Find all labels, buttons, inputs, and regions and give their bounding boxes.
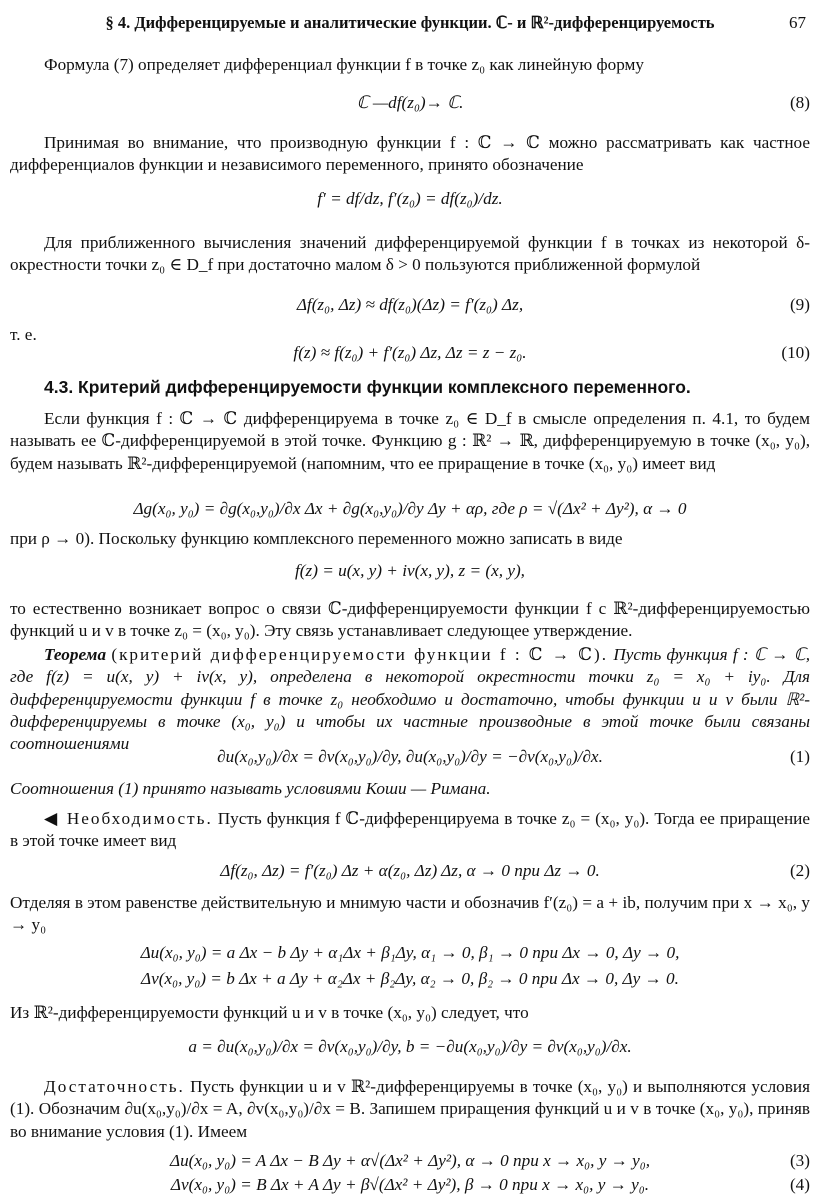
equation-9 <box>10 294 810 320</box>
equation-ab-body: a = ∂u(x₀,y₀)/∂x = ∂v(x₀,y₀)/∂y, b = −∂u(x₀,y₀)/∂y = ∂v(x₀,y₀)/∂x. <box>188 1037 632 1056</box>
cauchy-riemann-note: Соотношения (1) принято называть условиями Коши — Римана. <box>10 779 491 798</box>
running-header: § 4. Дифференцируемые и аналитические функции. ℂ- и ℝ²-дифференцируемость <box>105 13 715 32</box>
section-heading: 4.3. Критерий дифференцируемости функции комплексного переменного. <box>44 377 691 397</box>
equation-number-2: (2) <box>789 861 810 880</box>
equation-number-4: (4) <box>789 1175 810 1194</box>
equation-number-9: (9) <box>789 295 810 314</box>
equation-f-uv-body: f(z) = u(x, y) + iv(x, y), z = (x, y), <box>295 561 525 580</box>
sufficiency-label: Достаточность. <box>44 1077 185 1096</box>
equation-dv <box>10 968 810 994</box>
equation-2-body: Δf(z₀, Δz) = f′(z₀) Δz + α(z₀, Δz) Δz, α → 0 при Δz → 0. <box>220 861 600 880</box>
equation-number-8: (8) <box>789 93 810 112</box>
equation-9-body: Δf(z₀, Δz) ≈ df(z₀)(Δz) = f′(z₀) Δz, <box>296 295 524 314</box>
equation-4-body: Δv(x₀, y₀) = B Δx + A Δy + β√(Δx² + Δy²), β → 0 при x → x₀, y → y₀. <box>170 1175 650 1194</box>
equation-notation-body: f′ = df/dz, f′(z₀) = df(z₀)/dz. <box>317 189 503 208</box>
equation-number-10: (10) <box>781 343 810 362</box>
equation-8 <box>10 92 810 118</box>
equation-3 <box>10 1150 810 1176</box>
paragraph-5-tail: при ρ → 0). Поскольку функцию комплексного переменного можно записать в виде <box>10 529 623 548</box>
equation-3-body: Δu(x₀, y₀) = A Δx − B Δy + α√(Δx² + Δy²), α → 0 при x → x₀, y → y₀, <box>169 1151 651 1170</box>
necessity-label: ◀ Необходимость. <box>44 809 213 828</box>
necessity-text: Пусть функция f ℂ-дифференцируема в точке z₀ = (x₀, y₀). Тогда ее приращение в этой точке имеет вид <box>10 809 810 851</box>
necessity <box>10 808 810 853</box>
equation-increment-g-body: Δg(x₀, y₀) = ∂g(x₀,y₀)/∂x Δx + ∂g(x₀,y₀)/∂y Δy + αρ, где ρ = √(Δx² + Δy²), α → 0 <box>133 499 687 518</box>
equation-2 <box>10 860 810 886</box>
equation-increment-g <box>10 498 810 524</box>
theorem-text: Пусть функция f : ℂ → ℂ, где f(z) = u(x, y) + iv(x, y), определена в некоторой окрестности точки z₀ = x₀ + iy₀. Для дифференцируемости функции f в точке z₀ необходимо и достаточно, чтобы функции u и v были ℝ²-дифференцируемы в точке (x₀, y₀) и чтобы их частные производные в этой точке были связаны соотношениями <box>10 645 811 754</box>
equation-number-1: (1) <box>789 747 810 766</box>
equation-du-body: Δu(x₀, y₀) = a Δx − b Δy + α₁Δx + β₁Δy, α₁ → 0, β₁ → 0 при Δx → 0, Δy → 0, <box>140 943 680 962</box>
paragraph-1: Формула (7) определяет дифференциал функции f в точке z₀ как линейную форму <box>44 55 644 74</box>
equation-10 <box>10 342 810 368</box>
equation-dv-body: Δv(x₀, y₀) = b Δx + a Δy + α₂Δx + β₂Δy, α₂ → 0, β₂ → 0 при Δx → 0, Δy → 0. <box>141 969 679 988</box>
equation-du <box>10 942 810 968</box>
equation-1-body: ∂u(x₀,y₀)/∂x = ∂v(x₀,y₀)/∂y, ∂u(x₀,y₀)/∂y = −∂v(x₀,y₀)/∂x. <box>217 747 603 766</box>
sufficiency-text: Пусть функции u и v ℝ²-дифференцируемы в точке (x₀, y₀) и выполняются условия (1). Обозначим ∂u(x₀,y₀)/∂x = A, ∂v(x₀,y₀)/∂x = B. Запишем приращения функций u и v в точке (x₀, y₀), приняв во внимание условия (1). Имеем <box>10 1077 810 1141</box>
equation-1 <box>10 746 810 772</box>
theorem <box>10 644 810 756</box>
paragraph-5: Если функция f : ℂ → ℂ дифференцируема в точке z₀ ∈ D_f в смысле определения п. 4.1, то будем называть ее ℂ-дифференцируемой в этой точке. Функцию g : ℝ² → ℝ, дифференцируемую в точке (x₀, y₀), будем называть ℝ²-дифференцируемой (напомним, что ее приращение в точке (x₀, y₀) имеет вид <box>10 409 810 473</box>
page <box>10 8 810 1198</box>
equation-10-body: f(z) ≈ f(z₀) + f′(z₀) Δz, Δz = z − z₀. <box>293 343 527 362</box>
paragraph-8: Из ℝ²-дифференцируемости функций u и v в точке (x₀, y₀) следует, что <box>10 1003 529 1022</box>
equation-number-3: (3) <box>789 1151 810 1170</box>
paragraph-7: Отделяя в этом равенстве действительную и мнимую части и обозначив f′(z₀) = a + ib, получим при x → x₀, y → y₀ <box>10 893 810 935</box>
equation-f-uv <box>10 560 810 586</box>
equation-8-body: ℂ —df(z₀)→ ℂ. <box>356 93 464 112</box>
sufficiency <box>10 1076 810 1143</box>
theorem-label: Теорема <box>44 645 107 664</box>
paragraph-4: т. е. <box>10 325 37 344</box>
equation-4 <box>10 1174 810 1200</box>
paragraph-3: Для приближенного вычисления значений дифференцируемой функции f в точках из некоторой δ-окрестности точки z₀ ∈ D_f при достаточно малом δ > 0 пользуются приближенной формулой <box>10 233 810 275</box>
paragraph-2: Принимая во внимание, что производную функции f : ℂ → ℂ можно рассматривать как частное дифференциалов функции и независимого переменного, принято обозначение <box>10 133 810 175</box>
theorem-title: (критерий дифференцируемости функции f : ℂ → ℂ). <box>111 645 609 664</box>
paragraph-6: то естественно возникает вопрос о связи ℂ-дифференцируемости функции f с ℝ²-дифференцируемостью функций u и v в точке z₀ = (x₀, y₀). Эту связь устанавливает следующее утверждение. <box>10 599 810 641</box>
equation-notation <box>10 188 810 214</box>
page-number: 67 <box>789 13 806 32</box>
equation-ab <box>10 1036 810 1062</box>
